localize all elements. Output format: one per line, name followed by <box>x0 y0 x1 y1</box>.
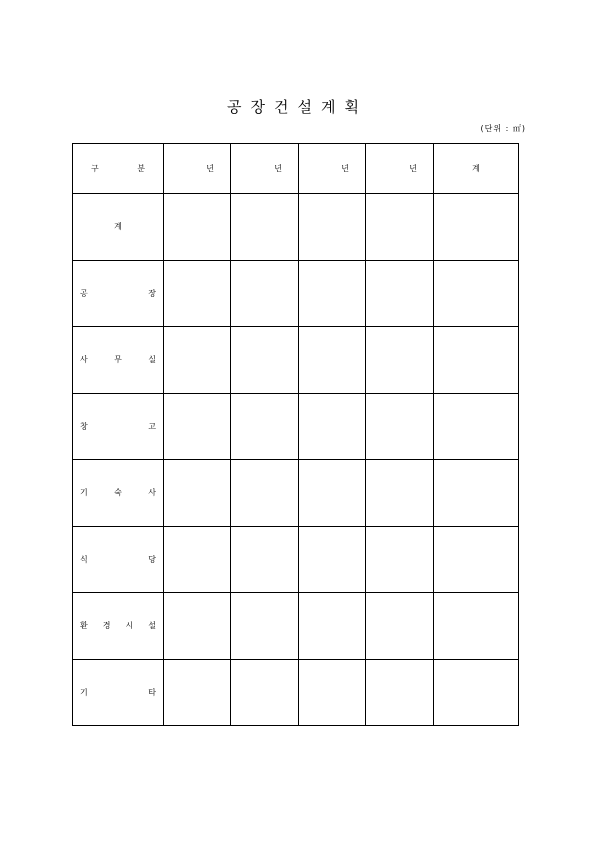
year-value-cell[interactable] <box>299 327 366 394</box>
row-label-char: 기 <box>80 488 88 498</box>
year-value-cell[interactable] <box>164 526 231 593</box>
row-label-cell <box>73 260 164 327</box>
row-label-char: 고 <box>148 421 156 431</box>
row-label-cell <box>73 659 164 726</box>
year-value-cell[interactable] <box>231 194 299 261</box>
row-label-cell <box>73 393 164 460</box>
total-value-cell[interactable] <box>434 593 519 660</box>
category-header-cell <box>73 144 164 194</box>
category-header-char: 분 <box>137 164 145 173</box>
row-label-char: 시 <box>125 621 134 631</box>
row-label-cell <box>73 526 164 593</box>
row-label-char: 계 <box>114 222 122 232</box>
row-label-cell <box>73 327 164 394</box>
row-label-char: 무 <box>114 355 122 365</box>
year-value-cell[interactable] <box>366 194 434 261</box>
table-row <box>73 460 519 527</box>
row-label-cell <box>73 593 164 660</box>
total-header: 계 <box>434 144 519 194</box>
total-value-cell[interactable] <box>434 393 519 460</box>
year-value-cell[interactable] <box>231 260 299 327</box>
row-label-char: 환 <box>80 621 88 631</box>
year-value-cell[interactable] <box>164 393 231 460</box>
row-label-char: 기 <box>80 687 88 697</box>
row-label-char: 사 <box>80 355 88 365</box>
table-row <box>73 659 519 726</box>
total-value-cell[interactable] <box>434 460 519 527</box>
table-row <box>73 260 519 327</box>
year-value-cell[interactable] <box>299 593 366 660</box>
table-header-row <box>73 144 519 194</box>
year-value-cell[interactable] <box>299 194 366 261</box>
year-value-cell[interactable] <box>299 260 366 327</box>
total-value-cell[interactable] <box>434 526 519 593</box>
year-value-cell[interactable] <box>231 526 299 593</box>
year-header-2: 년 <box>231 144 299 194</box>
plan-table <box>72 143 519 726</box>
year-value-cell[interactable] <box>299 659 366 726</box>
year-value-cell[interactable] <box>164 260 231 327</box>
table-row <box>73 593 519 660</box>
year-value-cell[interactable] <box>231 659 299 726</box>
table-row <box>73 327 519 394</box>
year-value-cell[interactable] <box>164 659 231 726</box>
year-value-cell[interactable] <box>164 194 231 261</box>
row-label-char: 공 <box>80 288 88 298</box>
year-value-cell[interactable] <box>366 460 434 527</box>
row-label-char: 경 <box>102 621 111 631</box>
year-value-cell[interactable] <box>231 393 299 460</box>
year-header-1: 년 <box>164 144 231 194</box>
row-label-char: 숙 <box>114 488 122 498</box>
year-value-cell[interactable] <box>366 393 434 460</box>
year-value-cell[interactable] <box>164 593 231 660</box>
total-value-cell[interactable] <box>434 260 519 327</box>
year-value-cell[interactable] <box>299 526 366 593</box>
row-label-char: 사 <box>148 488 156 498</box>
row-label-char: 당 <box>148 554 156 564</box>
row-label-char: 실 <box>148 355 156 365</box>
year-value-cell[interactable] <box>366 593 434 660</box>
table-row <box>73 526 519 593</box>
row-label-char: 장 <box>148 288 156 298</box>
year-value-cell[interactable] <box>366 260 434 327</box>
row-label-cell <box>73 460 164 527</box>
year-value-cell[interactable] <box>366 526 434 593</box>
category-header-char: 구 <box>91 164 99 173</box>
year-value-cell[interactable] <box>164 460 231 527</box>
table-body <box>73 194 519 726</box>
year-value-cell[interactable] <box>231 460 299 527</box>
year-header-4: 년 <box>366 144 434 194</box>
year-value-cell[interactable] <box>231 327 299 394</box>
year-value-cell[interactable] <box>164 327 231 394</box>
row-label-char: 식 <box>80 554 88 564</box>
document-title: 공장건설계획 <box>227 98 368 116</box>
total-value-cell[interactable] <box>434 327 519 394</box>
row-label-char: 창 <box>80 421 88 431</box>
row-label-char: 설 <box>148 621 156 631</box>
total-value-cell[interactable] <box>434 659 519 726</box>
year-value-cell[interactable] <box>299 393 366 460</box>
table-row <box>73 393 519 460</box>
unit-label: (단위 : ㎡) <box>480 124 526 133</box>
year-header-3: 년 <box>299 144 366 194</box>
row-label-char: 타 <box>148 687 156 697</box>
year-value-cell[interactable] <box>299 460 366 527</box>
row-label-cell <box>73 194 164 261</box>
table-row <box>73 194 519 261</box>
year-value-cell[interactable] <box>366 327 434 394</box>
total-value-cell[interactable] <box>434 194 519 261</box>
year-value-cell[interactable] <box>231 593 299 660</box>
year-value-cell[interactable] <box>366 659 434 726</box>
